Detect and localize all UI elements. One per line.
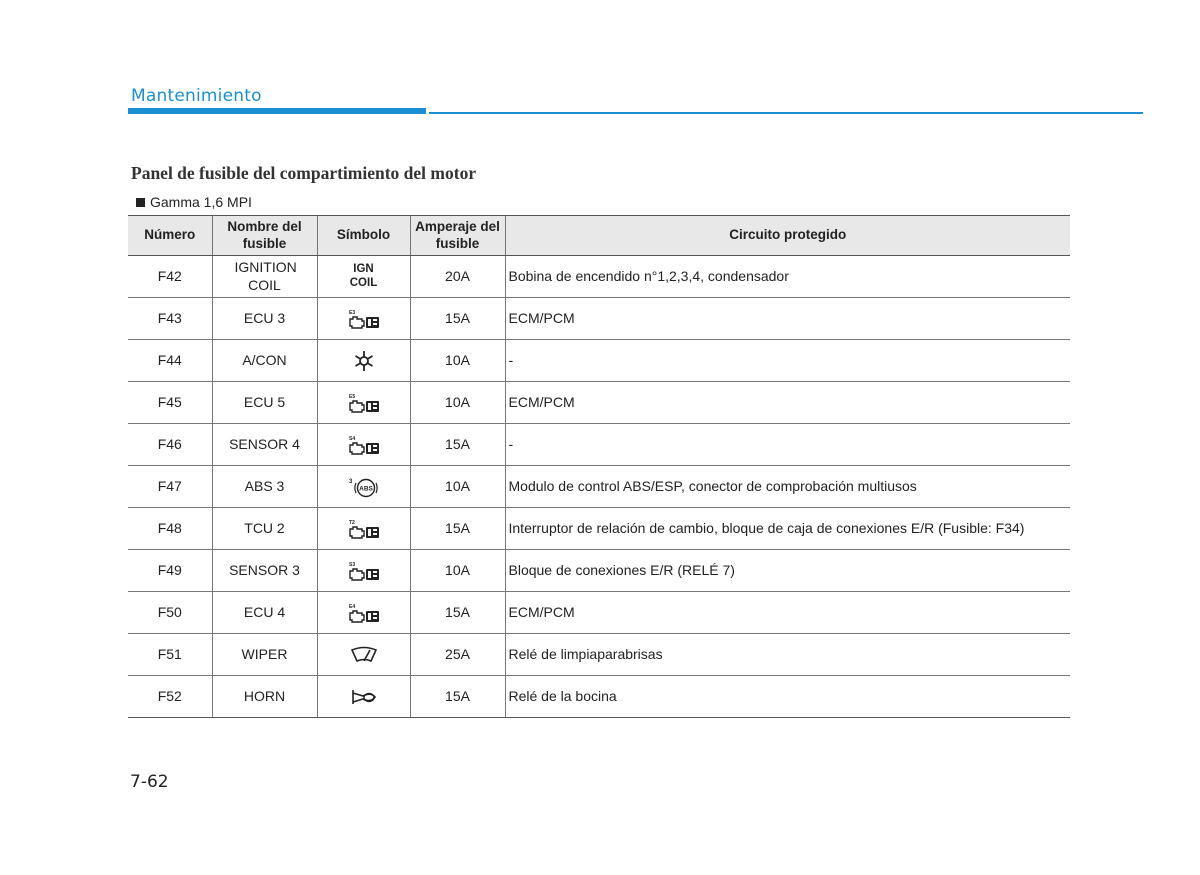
fuse-symbol	[317, 634, 410, 676]
column-header-nombre: Nombre del fusible	[212, 216, 317, 256]
horn-icon	[349, 687, 379, 703]
engine-ecu-icon	[346, 561, 382, 577]
table-row	[128, 298, 1070, 340]
table-header-row	[128, 216, 1070, 256]
fuse-name: TCU 2	[212, 508, 317, 550]
fuse-amperage: 25A	[410, 634, 505, 676]
panel-heading: Panel de fusible del compartimiento del motor	[131, 163, 477, 183]
fuse-symbol	[317, 592, 410, 634]
fuse-name: SENSOR 4	[212, 424, 317, 466]
svg-text:E4: E4	[348, 603, 355, 610]
sub-heading-text: Gamma 1,6 MPI	[150, 194, 252, 210]
fuse-amperage: 20A	[410, 256, 505, 298]
fuse-number: F43	[128, 298, 212, 340]
wiper-icon	[349, 645, 379, 661]
engine-ecu-icon	[346, 603, 382, 619]
fuse-circuit: Bobina de encendido n°1,2,3,4, condensador	[505, 256, 1070, 298]
column-header-simbolo: Símbolo	[317, 216, 410, 256]
fuse-symbol	[317, 340, 410, 382]
fuse-number: F47	[128, 466, 212, 508]
svg-text:3: 3	[348, 478, 352, 485]
fuse-circuit: Bloque de conexiones E/R (RELÉ 7)	[505, 550, 1070, 592]
fuse-amperage: 15A	[410, 676, 505, 718]
table-row	[128, 508, 1070, 550]
fuse-table-body	[128, 256, 1070, 718]
fuse-circuit: -	[505, 340, 1070, 382]
fuse-amperage: 10A	[410, 550, 505, 592]
fuse-name: HORN	[212, 676, 317, 718]
fuse-symbol	[317, 466, 410, 508]
section-title: Mantenimiento	[131, 86, 262, 106]
engine-ecu-icon	[346, 435, 382, 451]
table-row	[128, 424, 1070, 466]
table-row	[128, 466, 1070, 508]
fuse-number: F52	[128, 676, 212, 718]
fuse-amperage: 10A	[410, 340, 505, 382]
svg-text:T2: T2	[348, 519, 355, 526]
table-row	[128, 592, 1070, 634]
header-rule-thick	[128, 108, 426, 114]
fuse-circuit: Modulo de control ABS/ESP, conector de comprobación multiusos	[505, 466, 1070, 508]
fuse-symbol	[317, 256, 410, 298]
header-rule-thin	[429, 112, 1143, 114]
fuse-name: ECU 3	[212, 298, 317, 340]
fuse-number: F48	[128, 508, 212, 550]
fuse-name: A/CON	[212, 340, 317, 382]
fuse-symbol	[317, 424, 410, 466]
table-row	[128, 550, 1070, 592]
fuse-name: ECU 5	[212, 382, 317, 424]
column-header-circuito: Circuito protegido	[505, 216, 1070, 256]
fuse-number: F49	[128, 550, 212, 592]
fuse-circuit: Relé de la bocina	[505, 676, 1070, 718]
column-header-amperaje: Amperaje del fusible	[410, 216, 505, 256]
fuse-number: F44	[128, 340, 212, 382]
sub-heading	[136, 194, 252, 210]
fuse-symbol	[317, 508, 410, 550]
fuse-name: SENSOR 3	[212, 550, 317, 592]
fuse-circuit: Interruptor de relación de cambio, bloque de caja de conexiones E/R (Fusible: F34)	[505, 508, 1070, 550]
svg-text:E3: E3	[348, 309, 355, 316]
page-number: 7-62	[130, 772, 169, 792]
svg-text:E5: E5	[348, 393, 355, 400]
fuse-circuit: Relé de limpiaparabrisas	[505, 634, 1070, 676]
fuse-number: F51	[128, 634, 212, 676]
fuse-name: ECU 4	[212, 592, 317, 634]
engine-ecu-icon	[346, 309, 382, 325]
fuse-name: WIPER	[212, 634, 317, 676]
symbol-text: IGN COIL	[349, 262, 378, 289]
column-header-numero: Número	[128, 216, 212, 256]
fuse-circuit: -	[505, 424, 1070, 466]
table-row	[128, 634, 1070, 676]
snowflake-icon	[352, 351, 376, 367]
svg-text:S4: S4	[348, 435, 355, 442]
fuse-symbol	[317, 676, 410, 718]
fuse-name: ABS 3	[212, 466, 317, 508]
fuse-number: F45	[128, 382, 212, 424]
fuse-amperage: 15A	[410, 424, 505, 466]
engine-ecu-icon	[346, 393, 382, 409]
fuse-symbol	[317, 550, 410, 592]
fuse-amperage: 10A	[410, 466, 505, 508]
fuse-name: IGNITION COIL	[212, 256, 317, 298]
abs-icon	[347, 477, 381, 493]
fuse-symbol	[317, 298, 410, 340]
fuse-circuit: ECM/PCM	[505, 298, 1070, 340]
table-row	[128, 382, 1070, 424]
fuse-amperage: 15A	[410, 592, 505, 634]
svg-text:S3: S3	[348, 561, 355, 568]
engine-ecu-icon	[346, 519, 382, 535]
table-row	[128, 256, 1070, 298]
fuse-circuit: ECM/PCM	[505, 382, 1070, 424]
svg-text:ABS: ABS	[358, 485, 373, 492]
fuse-table	[128, 215, 1070, 718]
table-row	[128, 676, 1070, 718]
fuse-amperage: 15A	[410, 508, 505, 550]
bullet-square-icon	[136, 198, 145, 207]
fuse-amperage: 10A	[410, 382, 505, 424]
fuse-number: F46	[128, 424, 212, 466]
fuse-symbol	[317, 382, 410, 424]
fuse-number: F42	[128, 256, 212, 298]
fuse-number: F50	[128, 592, 212, 634]
fuse-amperage: 15A	[410, 298, 505, 340]
table-row	[128, 340, 1070, 382]
fuse-circuit: ECM/PCM	[505, 592, 1070, 634]
